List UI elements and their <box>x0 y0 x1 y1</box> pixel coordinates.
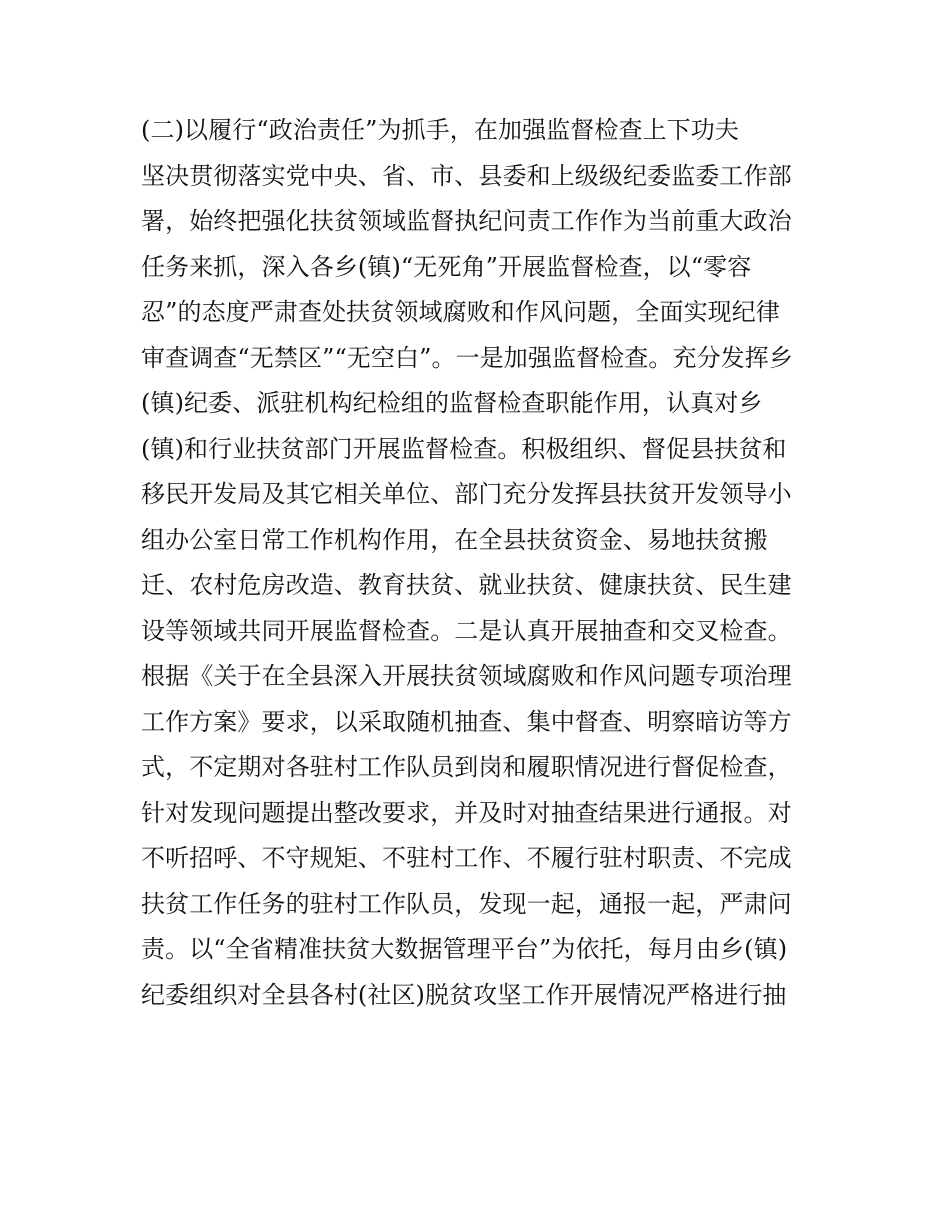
paragraph-line: 责。以“全省精准扶贫大数据管理平台”为依托，每月由乡(镇) <box>141 935 788 963</box>
paragraph-line: 根据《关于在全县深入开展扶贫领域腐败和作风问题专项治理 <box>141 662 792 690</box>
paragraph-line: 不听招呼、不守规矩、不驻村工作、不履行驻村职责、不完成 <box>141 844 792 872</box>
paragraph-line: 工作方案》要求，以采取随机抽查、集中督查、明察暗访等方 <box>141 707 792 736</box>
paragraph-line: 移民开发局及其它相关单位、部门充分发挥县扶贫开发领导小 <box>141 480 792 508</box>
paragraph-line: 扶贫工作任务的驻村工作队员，发现一起，通报一起，严肃问 <box>141 889 792 918</box>
paragraph-line: 针对发现问题提出整改要求，并及时对抽查结果进行通报。对 <box>141 798 792 827</box>
paragraph-line: 迁、农村危房改造、教育扶贫、就业扶贫、健康扶贫、民生建 <box>141 571 792 599</box>
paragraph-line: 纪委组织对全县各村(社区)脱贫攻坚工作开展情况严格进行抽 <box>141 980 787 1009</box>
paragraph-line: (镇)和行业扶贫部门开展监督检查。积极组织、督促县扶贫和 <box>141 434 787 463</box>
paragraph-line: 任务来抓，深入各乡(镇)“无死角”开展监督检查，以“零容 <box>141 252 752 281</box>
body-text <box>141 108 821 1018</box>
paragraph-line: 审查调查“无禁区”“无空白”。一是加强监督检查。充分发挥乡 <box>141 343 793 372</box>
paragraph-line: 坚决贯彻落实党中央、省、市、县委和上级级纪委监委工作部 <box>141 161 792 190</box>
section-heading: (二)以履行“政治责任”为抓手，在加强监督检查上下功夫 <box>141 116 739 144</box>
paragraph-line: 式，不定期对各驻村工作队员到岗和履职情况进行督促检查， <box>141 753 792 781</box>
paragraph-line: 署，始终把强化扶贫领域监督执纪问责工作作为当前重大政治 <box>141 207 792 235</box>
paragraph-line: 设等领域共同开展监督检查。二是认真开展抽查和交叉检查。 <box>141 616 792 645</box>
paragraph-line: 组办公室日常工作机构作用，在全县扶贫资金、易地扶贫搬 <box>141 525 768 554</box>
paragraph-line: (镇)纪委、派驻机构纪检组的监督检查职能作用，认真对乡 <box>141 389 763 417</box>
paragraph-line: 忍”的态度严肃查处扶贫领域腐败和作风问题，全面实现纪律 <box>141 298 780 326</box>
